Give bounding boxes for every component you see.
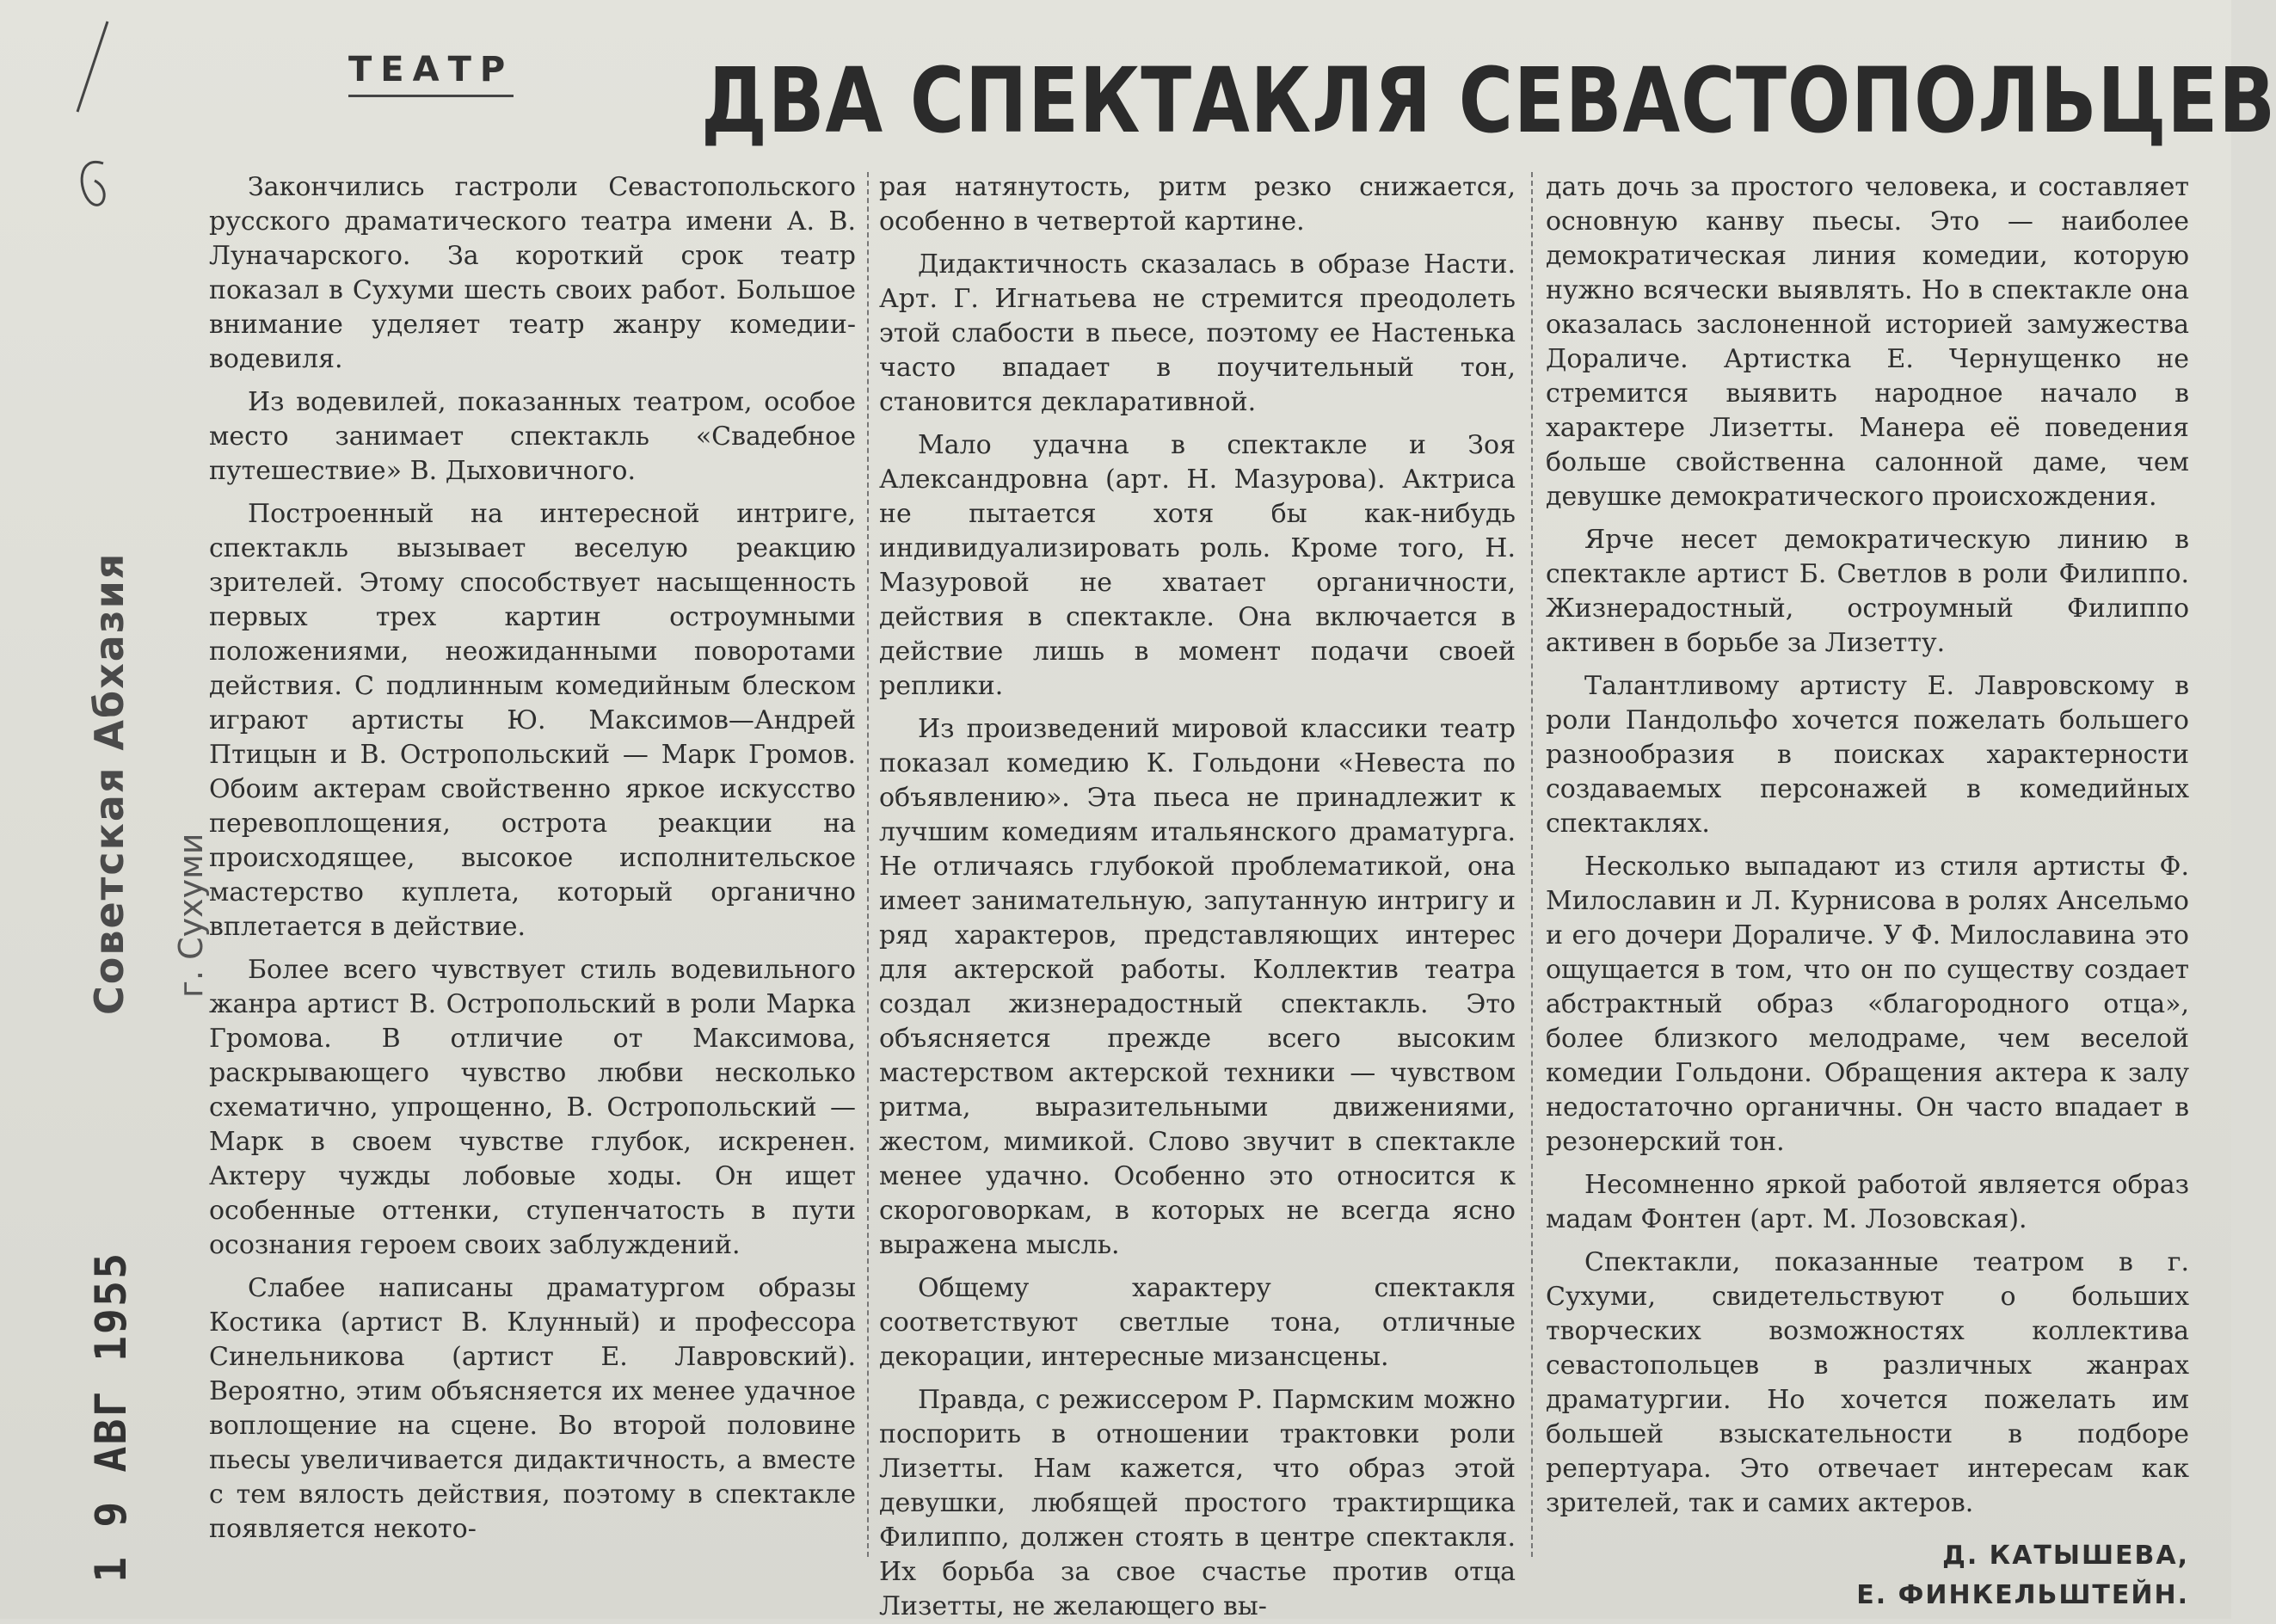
paragraph: рая натянутость, ритм резко снижается, особенно в четвертой картине. [879, 172, 1516, 237]
paragraph: Правда, с режиссером Р. Пармским можно поспорить в отношении трактовки роли Лизетты. Нам кажется, что образ этой девушки, любящей простого трактирщика Филиппо, должен стоять в центре спектакля. Их борьба за свое счастье против отца Лизетты, не желающего вы- [879, 1385, 1516, 1621]
paragraph: Спектакли, показанные театром в г. Сухуми, свидетельствуют о больших творческих возможностях коллектива севастопольцев в различных жанрах драматургии. Но хочется пожелать им большей взыскательности в подборе репертуара. Это отвечает интересам как зрителей, так и самих актеров. [1546, 1247, 2189, 1518]
paragraph: Из произведений мировой классики театр показал комедию К. Гольдони «Невеста по объявлению». Эта пьеса не принадлежит к лучшим комедиям итальянского драматурга. Не отличаясь глубокой проблематикой, она имеет занимательную, запутанную интригу и ряд характеров, представляющих интерес для актерской работы. Коллектив театра создал жизнерадостный спектакль. Это объясняется прежде всего высоким мастерством актерской техники — чувством ритма, выразительными движениями, жестом, мимикой. Слово звучит в спектакле менее удачно. Особенно это относится к скороговоркам, в которых не всегда ясно выражена мысль. [879, 714, 1516, 1260]
article-column-1 [209, 170, 856, 1572]
column-divider [867, 172, 869, 1557]
paragraph: дать дочь за простого человека, и составляет основную канву пьесы. Это — наиболее демократическая линия комедии, которую нужно всячески выявлять. Но в спектакле она оказалась заслоненной историей замужества Дораличе. Артистка Е. Чернущенко не стремится выявить народное начало в характере Лизетты. Манера её поведения больше свойственна салонной даме, чем девушке демократического происхождения. [1546, 172, 2189, 512]
column-divider [1531, 172, 1533, 1557]
paragraph: Несомненно яркой работой является образ мадам Фонтен (арт. М. Лозовская). [1546, 1170, 2189, 1234]
article-column-2 [879, 170, 1516, 1621]
stamp-newspaper-name: Советская Абхазия [86, 551, 132, 1015]
pencil-mark-icon [60, 17, 120, 215]
paragraph: Ярче несет демократическую линию в спектакле артист Б. Светлов в роли Филиппо. Жизнерадостный, остроумный Филиппо активен в борьбе за Лизетту. [1546, 525, 2189, 658]
section-rubric: ТЕАТР [348, 50, 514, 97]
paragraph: Талантливому артисту Е. Лавровскому в роли Пандольфо хочется пожелать большего разнообразия в поисках характерности создаваемых персонажей в комедийных спектаклях. [1546, 671, 2189, 839]
paragraph: Построенный на интересной интриге, спектакль вызывает веселую реакцию зрителей. Этому способствует насыщенность первых трех картин остроумными положениями, неожиданными поворотами действия. С подлинным комедийным блеском играют артисты Ю. Максимов—Андрей Птицын и В. Остропольский — Марк Громов. Обоим актерам свойственно яркое искусство перевоплощения, острота реакции на происходящее, высокое исполнительское мастерство куплета, который органично вплетается в действие. [209, 499, 856, 942]
author-name: Д. КАТЫШЕВА, [1942, 1541, 2189, 1571]
paragraph: Из водевилей, показанных театром, особое место занимает спектакль «Свадебное путешествие» В. Дыховичного. [209, 387, 856, 486]
paragraph: Дидактичность сказалась в образе Насти. Арт. Г. Игнатьева не стремится преодолеть этой слабости в пьесе, поэтому ее Настенька часто впадает в поучительный тон, становится декларативной. [879, 249, 1516, 417]
paragraph: Общему характеру спектакля соответствуют светлые тона, отличные декорации, интересные мизансцены. [879, 1273, 1516, 1372]
author-signature [1546, 1536, 2189, 1615]
paragraph: Слабее написаны драматургом образы Костика (артист В. Клунный) и профессора Синельникова (артист Е. Лавровский). Вероятно, этим объясняется их менее удачное воплощение на сцене. Во второй половине пьесы увеличивается дидактичность, а вместе с тем вялость действия, поэтому в спектакле появляется некото- [209, 1273, 856, 1544]
stamp-date: 1 9 АВГ 1955 [86, 1251, 136, 1583]
article-headline: ДВА СПЕКТАКЛЯ СЕВАСТОПОЛЬЦЕВ [701, 48, 2276, 153]
paragraph: Более всего чувствует стиль водевильного жанра артист В. Остропольский в роли Марка Громова. В отличие от Максимова, раскрывающего чувство любви несколько схематично, упрощенно, В. Остропольский — Марк в своем чувстве глубок, искренен. Актеру чужды лобовые ходы. Он ищет особенные оттенки, ступенчатость в пути осознания героем своих заблуждений. [209, 955, 856, 1260]
paragraph: Несколько выпадают из стиля артисты Ф. Милославин и Л. Курнисова в ролях Ансельмо и его дочери Дораличе. У Ф. Милославина это ощущается в том, что он по существу создает абстрактный образ «благородного отца», более близкого мелодраме, чем веселой комедии Гольдони. Обращения актера к залу недостаточно органичны. Он часто впадает в резонерский тон. [1546, 852, 2189, 1157]
paragraph: Закончились гастроли Севастопольского русского драматического театра имени А. В. Луначарского. За короткий срок театр показал в Сухуми шесть своих работ. Большое внимание уделяет театр жанру комедии-водевиля. [209, 172, 856, 374]
stamp-city: г. Сухуми [172, 833, 210, 998]
author-name: Е. ФИНКЕЛЬШТЕЙН. [1856, 1580, 2189, 1610]
paragraph: Мало удачна в спектакле и Зоя Александровна (арт. Н. Мазурова). Актриса не пытается хотя бы как-нибудь индивидуализировать роль. Кроме того, Н. Мазуровой не хватает органичности, действия в спектакле. Она включается в действие лишь в момент подачи своей реплики. [879, 430, 1516, 701]
article-column-3 [1546, 170, 2189, 1610]
